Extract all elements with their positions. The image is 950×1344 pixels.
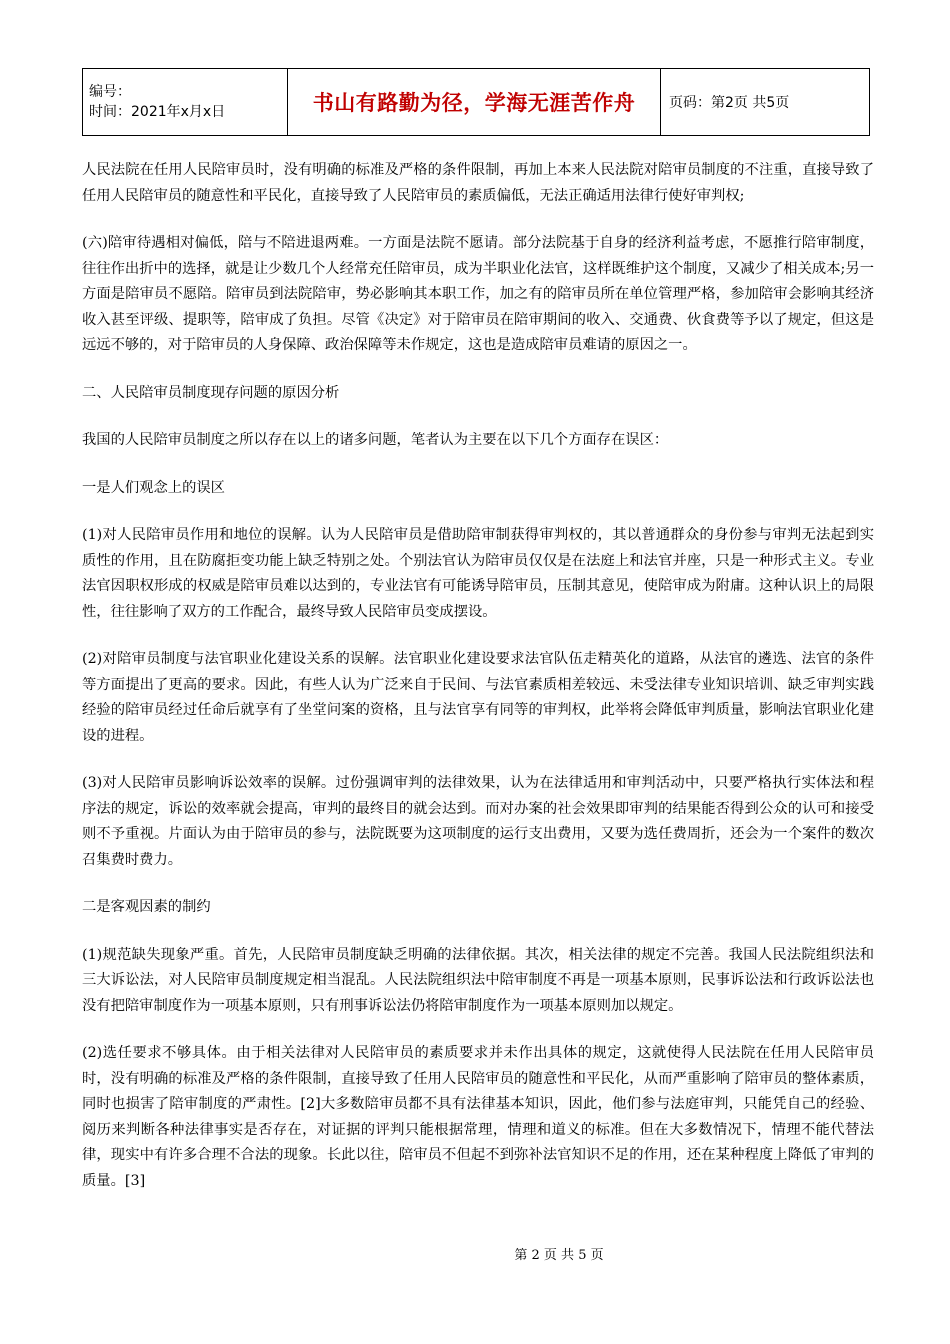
subsection-heading: 一是人们观念上的误区 [82,479,225,496]
paragraph: (六)陪审待遇相对偏低，陪与不陪进退两难。一方面是法院不愿请。部分法院基于自身的经济利益考虑，不愿推行陪审制度，往往作出折中的选择，就是让少数几个人经常充任陪审员，成为半职业化法官，这样既维护这个制度，又减少了相关成本;另一方面是陪审员不愿陪。陪审员到法院陪审，势必影响其本职工作，加之有的陪审员所在单位管理严格，参加陪审会影响其经济收入甚至评级、提职等，陪审成了负担。尽管《决定》对于陪审员在陪审期间的收入、交通费、伙食费等予以了规定，但这是远远不够的，对于陪审员的人身保障、政治保障等未作规定，这也是造成陪审员难请的原因之一。 [82,235,874,353]
header-time: 时间：2021年x月x日 [89,104,226,120]
paragraph: (1)对人民陪审员作用和地位的误解。认为人民陪审员是借助陪审制获得审判权的，其以普通群众的身份参与审判无法起到实质性的作用，且在防腐拒变功能上缺乏特别之处。个别法官认为陪审员仅仅是在法庭上和法官并座，只是一种形式主义。专业法官因职权形成的权威是陪审员难以达到的，专业法官有可能诱导陪审员，压制其意见，使陪审成为附庸。这种认识上的局限性，往往影响了双方的工作配合，最终导致人民陪审员变成摆设。 [82,527,874,620]
subsection-heading: 二是客观因素的制约 [82,899,211,915]
paragraph: 人民法院在任用人民陪审员时，没有明确的标准及严格的条件限制，再加上本来人民法院对陪审员制度的不注重，直接导致了任用人民陪审员的随意性和平民化，直接导致了人民陪审员的素质偏低，无法正确适用法律行使好审判权; [82,162,874,204]
paragraph: (1)规范缺失现象严重。首先，人民陪审员制度缺乏明确的法律依据。其次，相关法律的规定不完善。我国人民法院组织法和三大诉讼法，对人民陪审员制度规定相当混乱。人民法院组织法中陪审制度不再是一项基本原则，民事诉讼法和行政诉讼法也没有把陪审制度作为一项基本原则，只有刑事诉讼法仍将陪审制度作为一项基本原则加以规定。 [82,946,874,1014]
paragraph: (2)对陪审员制度与法官职业化建设关系的误解。法官职业化建设要求法官队伍走精英化的道路，从法官的遴选、法官的条件等方面提出了更高的要求。因此，有些人认为广泛来自于民间、与法官素质相差较远、未受法律专业知识培训、缺乏审判实践经验的陪审员经过任命后就享有了坐堂问案的资格，且与法官享有同等的审判权，此举将会降低审判质量，影响法官职业化建设的进程。 [82,651,874,744]
document-header [82,68,870,136]
header-number: 编号： [89,84,131,100]
section-heading: 二、人民陪审员制度现存问题的原因分析 [82,384,340,401]
paragraph: (2)选任要求不够具体。由于相关法律对人民陪审员的素质要求并未作出具体的规定，这就使得人民法院在任用人民陪审员时，没有明确的标准及严格的条件限制，直接导致了任用人民陪审员的随意性和平民化，从而严重影响了陪审员的整体素质，同时也损害了陪审制度的严肃性。[2]大多数陪审员都不具有法律基本知识，因此，他们参与法庭审判，只能凭自己的经验、阅历来判断各种法律事实是否存在，对证据的评判只能根据常理，情理和道义的标准。但在大多数情况下，情理不能代替法律，现实中有许多合理不合法的现象。长此以往，陪审员不但起不到弥补法官知识不足的作用，还在某种程度上降低了审判的质量。[3] [82,1045,874,1189]
header-page-info: 页码：第2页 共5页 [661,69,870,136]
header-motto: 书山有路勤为径，学海无涯苦作舟 [288,69,661,136]
document-body [82,158,874,1216]
paragraph: 我国的人民陪审员制度之所以存在以上的诸多问题，笔者认为主要在以下几个方面存在误区： [82,432,669,448]
page-footer: 第 2 页 共 5 页 [514,1248,604,1263]
paragraph: (3)对人民陪审员影响诉讼效率的误解。过份强调审判的法律效果，认为在法律适用和审判活动中，只要严格执行实体法和程序法的规定，诉讼的效率就会提高，审判的最终目的就会达到。而对办案的社会效果即审判的结果能否得到公众的认可和接受则不予重视。片面认为由于陪审员的参与，法院既要为这项制度的运行支出费用，又要为选任费周折，还会为一个案件的数次召集费时费力。 [82,775,874,868]
header-meta [83,69,288,136]
